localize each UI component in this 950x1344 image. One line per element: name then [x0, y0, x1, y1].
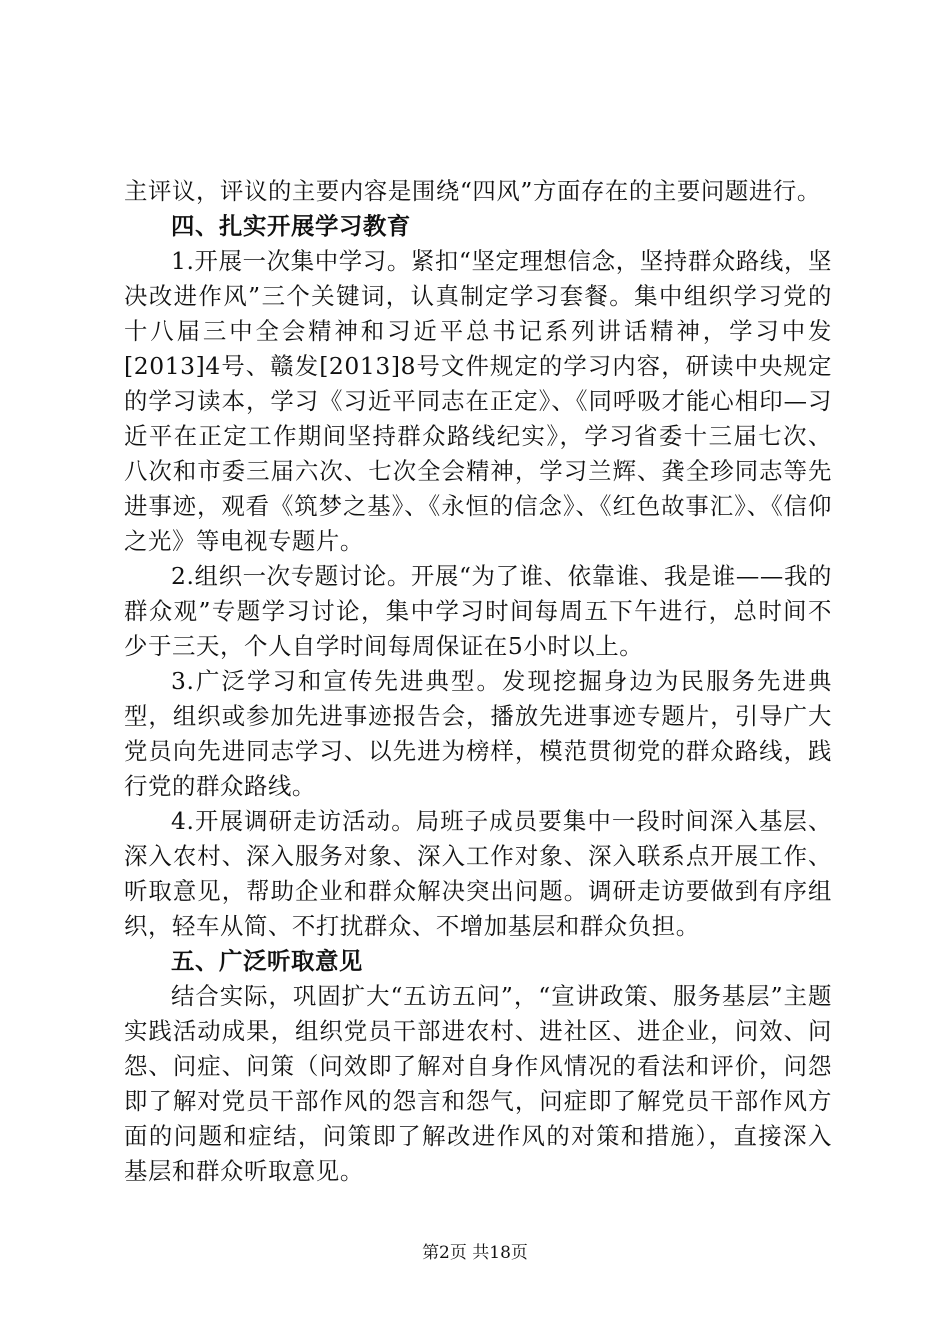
paragraph-listening: 结合实际，巩固扩大“五访五问”，“宣讲政策、服务基层”主题实践活动成果，组织党员干部进农村、进社区、进企业，问效、问怨、问症、问策（问效即了解对自身作风情况的看法和评价，问怨即了解对党员干部作风的怨言和怨气，问症即了解党员干部作风方面的问题和症结，问策即了解改进作风的对策和措施），直接深入基层和群众听取意见。 — [124, 982, 832, 1185]
continuation-paragraph: 主评议，评议的主要内容是围绕“四风”方面存在的主要问题进行。 — [124, 177, 821, 205]
paragraph-item-4: 4.开展调研走访活动。局班子成员要集中一段时间深入基层、深入农村、深入服务对象、深入工作对象、深入联系点开展工作、听取意见，帮助企业和群众解决突出问题。调研走访要做到有序组织，轻车从简、不打扰群众、不增加基层和群众负担。 — [124, 807, 832, 940]
page-number-footer: 第2页 共18页 — [422, 1243, 528, 1263]
paragraph-item-3: 3.广泛学习和宣传先进典型。发现挖掘身边为民服务先进典型，组织或参加先进事迹报告会，播放先进事迹专题片，引导广大党员向先进同志学习、以先进为榜样，模范贯彻党的群众路线，践行党的群众路线。 — [124, 667, 832, 800]
section-heading-four: 四、扎实开展学习教育 — [171, 212, 411, 240]
document-body — [124, 174, 832, 1189]
paragraph-item-2: 2.组织一次专题讨论。开展“为了谁、依靠谁、我是谁——我的群众观”专题学习讨论，集中学习时间每周五下午进行，总时间不少于三天，个人自学时间每周保证在5小时以上。 — [124, 562, 832, 660]
paragraph-item-1: 1.开展一次集中学习。紧扣“坚定理想信念，坚持群众路线，坚决改进作风”三个关键词，认真制定学习套餐。集中组织学习党的十八届三中全会精神和习近平总书记系列讲话精神，学习中发[2013]4号、赣发[2013]8号文件规定的学习内容，研读中央规定的学习读本，学习《习近平同志在正定》、《同呼吸才能心相印—习近平在正定工作期间坚持群众路线纪实》，学习省委十三届七次、八次和市委三届六次、七次全会精神，学习兰辉、龚全珍同志等先进事迹，观看《筑梦之基》、《永恒的信念》、《红色故事汇》、《信仰之光》等电视专题片。 — [124, 247, 832, 555]
section-heading-five: 五、广泛听取意见 — [171, 947, 363, 975]
